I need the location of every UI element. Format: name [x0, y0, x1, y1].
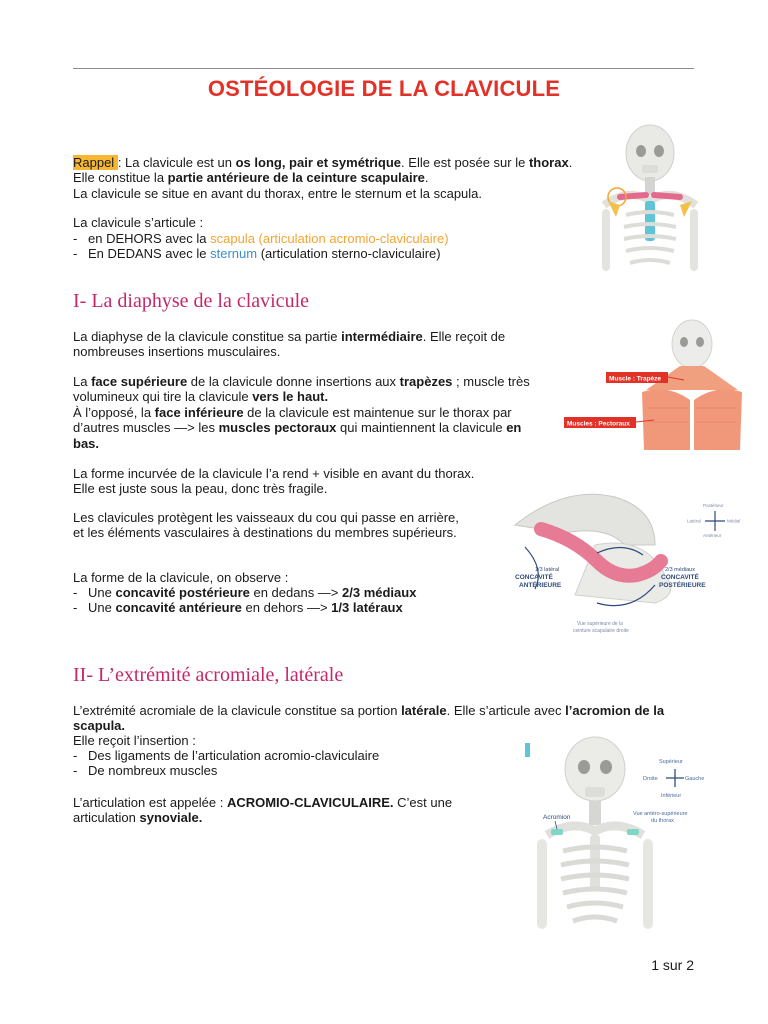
svg-text:Gauche: Gauche: [685, 776, 705, 782]
section-1-heading: I- La diaphyse de la clavicule: [73, 290, 309, 312]
s2-paragraph-2: Elle reçoit l’insertion :: [73, 733, 196, 748]
intro-bullet-2: - En DEDANS avec le sternum (articulation sterno-claviculaire): [73, 246, 441, 261]
svg-text:Supérieur: Supérieur: [659, 759, 683, 765]
curve-left-label-2: ANTÉRIEURE: [519, 582, 562, 589]
page-title: OSTÉOLOGIE DE LA CLAVICULE: [207, 76, 561, 101]
intro-articule: La clavicule s’articule :: [73, 215, 204, 230]
clavicle-curvature-figure: [505, 485, 760, 640]
acromion-figure: [525, 735, 705, 933]
svg-text:Latéral: Latéral: [687, 518, 701, 524]
intro-line3: La clavicule se situe en avant du thorax, entre le sternum et la scapula.: [73, 186, 483, 201]
intro-paragraph: Rappel : La clavicule est un os long, pair et symétrique. Elle est posée sur le thorax. Elle constitue la partie antérieure de la ceinture scapulaire.: [73, 155, 573, 186]
svg-text:Médial: Médial: [727, 518, 741, 524]
section-2-heading: II- L’extrémité acromiale, latérale: [73, 664, 344, 686]
s1-paragraph-4: La forme incurvée de la clavicule l’a rend + visible en avant du thorax. Elle est juste sous la peau, donc très fragile.: [73, 466, 475, 497]
acromion-compass: [643, 759, 704, 799]
s2-bullet-1: - Des ligaments de l’articulation acromio-claviculaire: [73, 748, 380, 763]
page-number: 1 sur 2: [651, 957, 694, 973]
curve-right-small: 2/3 médiaux: [665, 567, 695, 573]
orientation-compass: [687, 503, 740, 538]
s1-paragraph-5: Les clavicules protègent les vaisseaux du cou qui passe en arrière, et les éléments vasculaires à destinations du membres supérieurs.: [73, 510, 459, 541]
s2-paragraph-3: L’articulation est appelée : ACROMIO-CLAVICULAIRE. C’est une articulation synoviale.: [73, 795, 453, 826]
svg-text:Antérieur: Antérieur: [703, 533, 722, 538]
top-rule: [73, 68, 694, 69]
s2-paragraph-1: L’extrémité acromiale de la clavicule constitue sa portion latérale. Elle s’articule avec l’acromion de la scapula.: [73, 703, 665, 734]
s1-paragraph-3: À l’opposé, la face inférieure de la clavicule est maintenue sur le thorax par d’autres muscles —> les muscles pectoraux qui maintiennent la clavicule en bas.: [73, 405, 522, 451]
s2-bullet-2: - De nombreux muscles: [73, 763, 218, 778]
muscles-figure: [562, 318, 752, 453]
skeleton-clavicle-figure: [590, 125, 710, 273]
curve-left-small: 1/3 latéral: [535, 567, 560, 573]
s1-paragraph-1: La diaphyse de la clavicule constitue sa partie intermédiaire. Elle reçoit de nombreuses insertions musculaires.: [73, 329, 506, 360]
svg-text:Postérieur: Postérieur: [703, 503, 724, 508]
pectoraux-label: Muscles : Pectoraux: [567, 420, 630, 428]
trapeze-label: Muscle : Trapèze: [609, 375, 662, 383]
curve-left-label-1: CONCAVITÉ: [515, 574, 553, 581]
s1-paragraph-6: La forme de la clavicule, on observe :: [73, 570, 289, 585]
svg-text:Inférieur: Inférieur: [661, 793, 682, 799]
curve-right-label-2: POSTÉRIEURE: [659, 582, 706, 589]
rappel-highlight: Rappel: [73, 155, 118, 170]
acromion-caption-2: du thorax: [651, 818, 674, 824]
s1-paragraph-2: La face supérieure de la clavicule donne insertions aux trapèzes ; muscle très volumineux qui tire la clavicule vers le haut.: [73, 374, 530, 405]
intro-bullet-1: - en DEHORS avec la scapula (articulation acromio-claviculaire): [73, 231, 449, 246]
curve-right-label-1: CONCAVITÉ: [661, 574, 699, 581]
s1-bullet-1: - Une concavité postérieure en dedans —> 2/3 médiaux: [73, 585, 417, 600]
acromion-label: Acromion: [543, 814, 571, 821]
s1-bullet-2: - Une concavité antérieure en dehors —> 1/3 latéraux: [73, 600, 403, 615]
svg-text:Droite: Droite: [643, 776, 658, 782]
curve-caption-1: Vue supérieure de la: [577, 621, 623, 627]
curve-caption-2: ceinture scapulaire droite: [573, 628, 629, 634]
acromion-caption-1: Vue antéro-supérieure: [633, 811, 688, 817]
